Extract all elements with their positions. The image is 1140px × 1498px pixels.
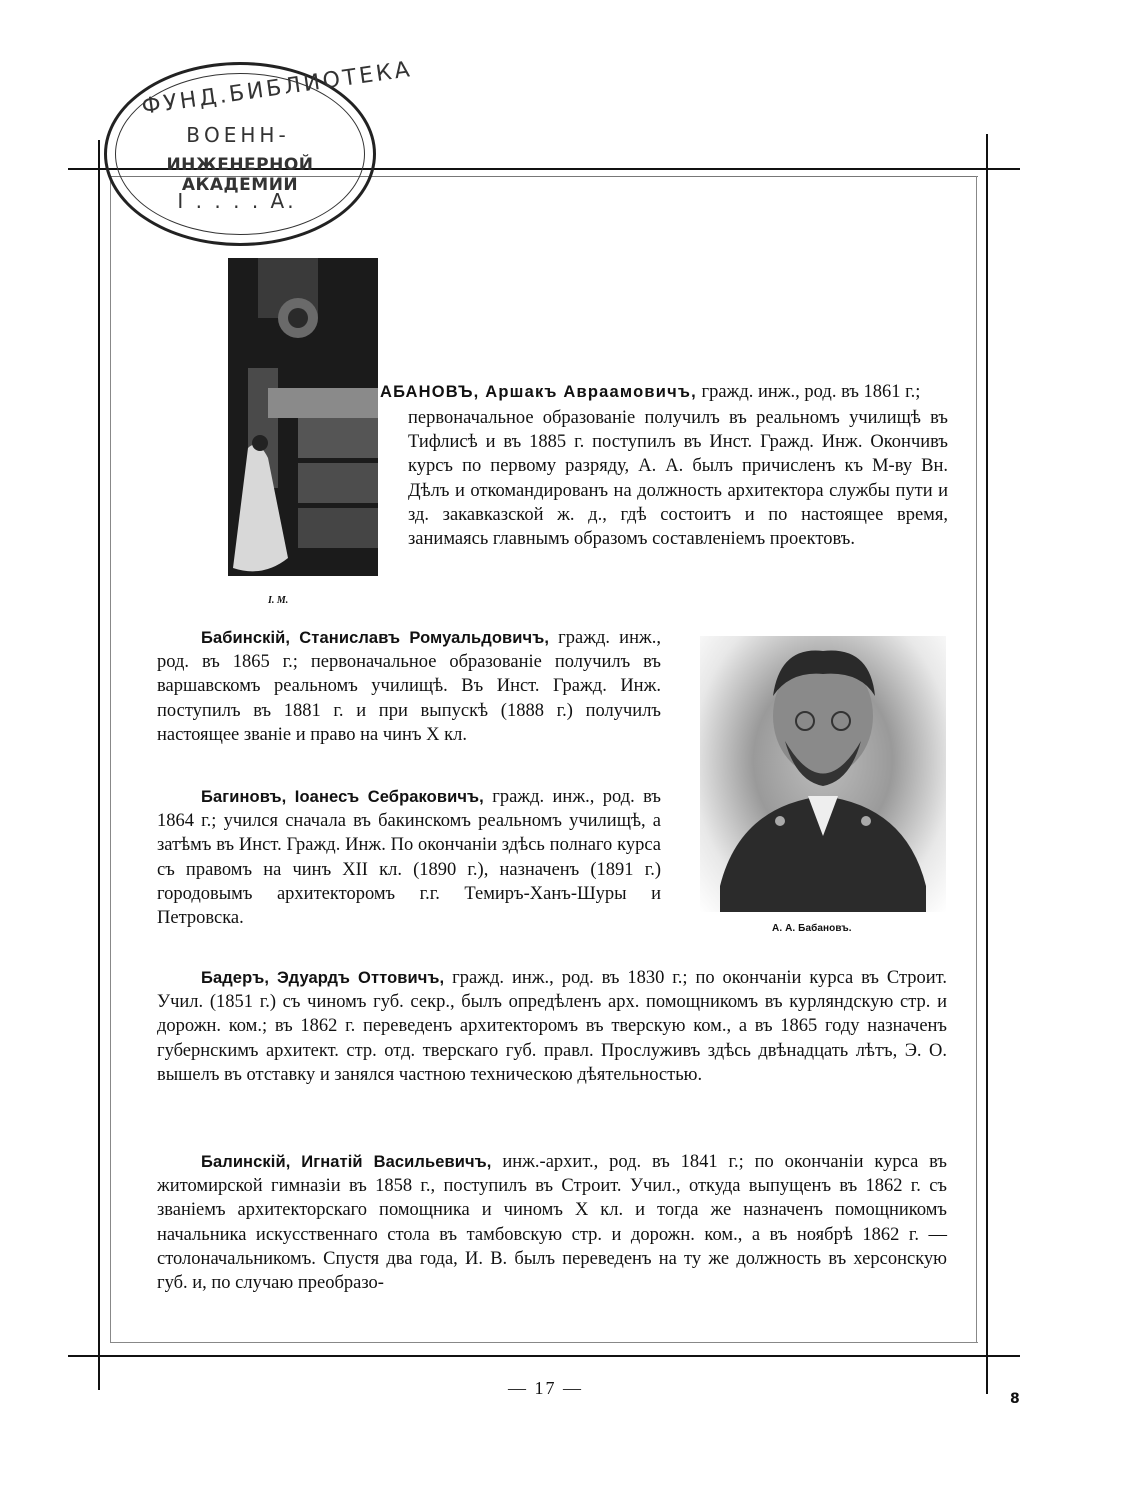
frame-right-rule-thin [976,176,977,1342]
engraving-illustration [228,258,378,592]
entry-babinsky-text: гражд. инж., род. въ 1865 г.; первоначальное образованіе получилъ въ варшавскомъ реальномъ училищѣ. Въ Инст. Гражд. Инж. поступилъ въ 1881 г. и при выпускѣ (1888 г.) получилъ настоящее званіе и право на чинъ X кл. [157,628,662,745]
entry-baginov [157,785,661,930]
stamp-arc-text: ФУНД.БИБЛИОТЕКА [140,57,415,120]
entry-baginov-name: Багиновъ, Іоанесъ Себраковичъ, [201,788,484,806]
photo-caption: А. А. Бабановъ. [772,923,852,934]
frame-right-rule [986,134,988,1394]
portrait-photo [700,636,946,912]
frame-left-rule [98,140,100,1390]
entry-abanov-name: АБАНОВЪ, Аршакъ Авраамовичъ, [380,383,697,401]
engraving-caption: I. M. [268,595,289,606]
entry-abanov-first-line [380,380,948,404]
entry-baginov-text: гражд. инж., род. въ 1864 г.; учился сначала въ бакинскомъ реальномъ училищѣ, а затѣмъ въ Инст. Гражд. Инж. По окончаніи здѣсь полнаго курса съ правомъ на чинъ XII кл. (1890 г.), назначенъ (1891 г.) городовымъ архитекторомъ г.г. Темиръ-Ханъ-Шуры и Петровска. [157,787,661,929]
entry-balinsky-text: инж.-архит., род. въ 1841 г.; по окончаніи курса въ житомирской гимназіи въ 1858 г., поступилъ въ Строит. Учил., откуда выпущенъ въ 1862 г. съ званіемъ архитекторскаго помощника и чиномъ X кл. и тогда же назначенъ помощникомъ начальника искусственнаго стола въ тамбовскую стр. и дорожн. ком., а въ ноябрѣ 1862 г. — столоначальникомъ. Спустя два года, И. В. былъ переведенъ на ту же должность въ херсонскую губ. и, по случаю преобразо- [157,1152,947,1294]
entry-bader-name: Бадеръ, Эдуардъ Оттовичъ, [201,969,445,987]
entry-bader-text: гражд. инж., род. въ 1830 г.; по окончаніи курса въ Строит. Учил. (1851 г.) съ чиномъ губ. секр., былъ опредѣленъ арх. помощникомъ въ курляндскую стр. и дорожн. ком.; въ 1862 г. переведенъ архитекторомъ въ тверскую ком., а въ 1865 году назначенъ губернскимъ архитект. стр. отд. тверскаго губ. правл. Прослуживъ здѣсь двѣнадцать лѣтъ, Э. О. вышелъ въ отставку и занялся частною техническою дѣятельностью. [157,968,948,1085]
portrait-drawing [700,636,946,912]
library-stamp [104,57,415,246]
stamp-line-1: ВОЕНН- [186,123,290,147]
page-number: — 17 — [508,1378,583,1398]
frame-bottom-rule [68,1355,1020,1357]
stamp-line-3: I . . . . А. [177,189,297,213]
entry-abanov-intro: гражд. инж., род. въ 1861 г.; [701,382,921,402]
stamp-line-2: ИНЖЕНЕРНОЙ АКАДЕМИИ [166,155,314,195]
entry-bader [157,966,947,1087]
sheet-number: 8 [1010,1391,1020,1407]
frame-left-rule-thin [110,176,111,1342]
entry-balinsky [157,1150,947,1295]
frame-bottom-rule-thin [110,1342,978,1343]
entry-babinsky [157,626,661,747]
engraving-drawing [228,258,378,592]
entry-babinsky-name: Бабинскій, Станиславъ Ромуальдовичъ, [201,629,550,647]
entry-abanov-body: первоначальное образованіе получилъ въ реальномъ училищѣ въ Тифлисѣ и въ 1885 г. поступилъ въ Инст. Гражд. Инж. Окончивъ курсъ по первому разряду, А. А. былъ причисленъ къ М-ву Вн. Дѣлъ и откомандированъ на должность архитектора службы пути и зд. закавказской ж. д., гдѣ состоитъ и по настоящее время, занимаясь главнымъ образомъ составленіемъ проектовъ. [408,408,948,550]
entry-balinsky-name: Балинскій, Игнатій Васильевичъ, [201,1153,492,1171]
